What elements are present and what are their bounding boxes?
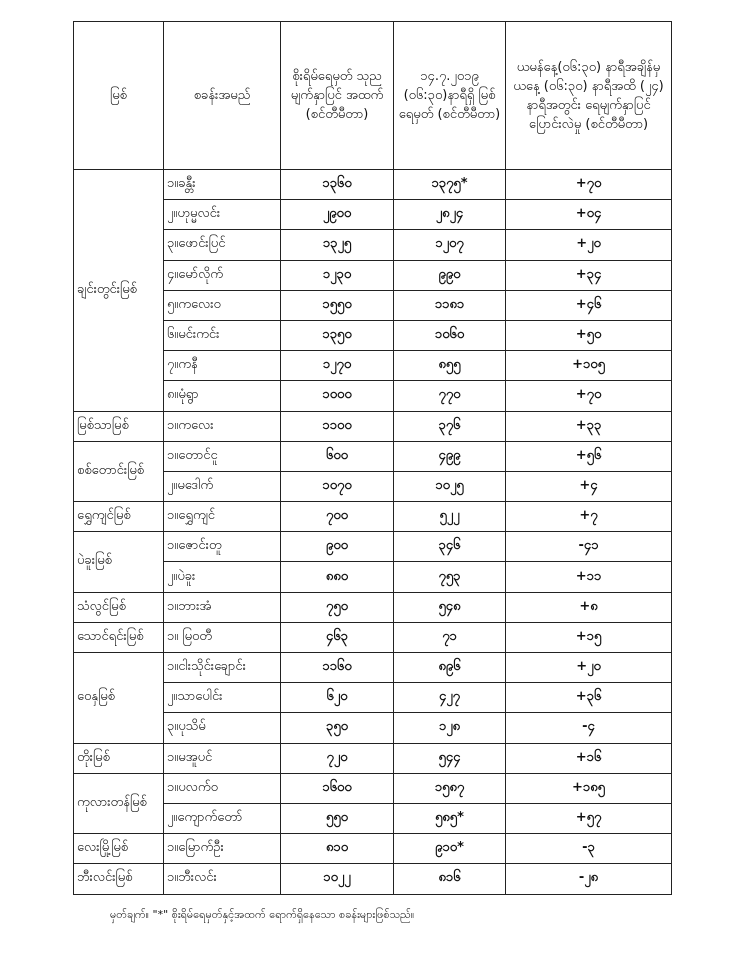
river-name-cell: ရွှေကျင်မြစ် [74,502,164,532]
table-row [74,471,672,501]
current-level-cell: ၅၂၂ [394,502,506,532]
station-name-cell: ၂။ဟုမ္မလင်း [164,200,281,230]
header-24h-change: ယမန်နေ့(၀၆:၃၀) နာရီအချိန်မှ ယနေ့ (၀၆:၃၀) နာရီအထိ (၂၄) နာရီအတွင်း ရေမျက်နှာပြင်ပြောင်းလဲမှု (စင်တီမီတာ) [506,22,672,170]
danger-level-cell: ၁၃၆၀ [281,170,394,200]
river-name-cell: ပဲခူးမြစ် [74,532,164,592]
danger-level-cell: ၁၁၀၀ [281,411,394,441]
level-change-cell: +၁၁ [506,562,672,592]
table-row [74,381,672,411]
danger-level-cell: ၆၀၀ [281,441,394,471]
level-change-cell: +၇၀ [506,170,672,200]
river-name-cell: ကုလားတန်မြစ် [74,773,164,833]
water-level-table [73,21,672,895]
danger-level-cell: ၁၁၆၀ [281,653,394,683]
station-name-cell: ၁။ကလေး [164,411,281,441]
danger-level-cell: ၇၅၀ [281,592,394,622]
river-name-cell: မြစ်သာမြစ် [74,411,164,441]
header-row [74,22,672,170]
danger-level-cell: ၁၀၀၀ [281,381,394,411]
danger-level-cell: ၁၅၅၀ [281,290,394,320]
current-level-cell: ၈၉၆ [394,653,506,683]
danger-level-cell: ၁၃၅၀ [281,320,394,350]
level-change-cell: +၈ [506,592,672,622]
current-level-cell: ၁၂၀၇ [394,230,506,260]
station-name-cell: ၁။မြောက်ဦး [164,834,281,864]
danger-level-cell: ၇၀၀ [281,502,394,532]
table-row [74,411,672,441]
current-level-cell: ၅၈၅* [394,803,506,833]
river-name-cell: လေးမြို့မြစ် [74,834,164,864]
table-row [74,653,672,683]
level-change-cell: +၀၄ [506,200,672,230]
danger-level-cell: ၁၃၂၅ [281,230,394,260]
station-name-cell: ၁။ခန္တီး [164,170,281,200]
station-name-cell: ၁။ငါးသိုင်းချောင်း [164,653,281,683]
danger-level-cell: ၁၀၂၂ [281,864,394,894]
level-change-cell: +၄၆ [506,290,672,320]
table-row [74,260,672,290]
station-name-cell: ၂။ပဲခူး [164,562,281,592]
station-name-cell: ၁။မအူပင် [164,743,281,773]
level-change-cell: +၃၆ [506,683,672,713]
current-level-cell: ၁၁၈၁ [394,290,506,320]
danger-level-cell: ၇၂၀ [281,743,394,773]
danger-level-cell: ၁၆၀၀ [281,773,394,803]
river-name-cell: တိုးမြစ် [74,743,164,773]
table-row [74,290,672,320]
table-row [74,441,672,471]
river-name-cell: ဘီးလင်းမြစ် [74,864,164,894]
level-change-cell: +၇၀ [506,381,672,411]
river-name-cell: သောင်ရင်းမြစ် [74,622,164,652]
current-level-cell: ၃၄၆ [394,532,506,562]
river-name-cell: ဝေနှမြစ် [74,653,164,744]
station-name-cell: ၁။တောင်ငူ [164,441,281,471]
current-level-cell: ၁၀၆၀ [394,320,506,350]
level-change-cell: +၁၅ [506,622,672,652]
table-row [74,713,672,743]
station-name-cell: ၁။ဇောင်းတူ [164,532,281,562]
level-change-cell: -၄၁ [506,532,672,562]
current-level-cell: ၁၀၂၅ [394,471,506,501]
current-level-cell: ၇၇၀ [394,381,506,411]
danger-level-cell: ၁၂၇၀ [281,351,394,381]
table-row [74,803,672,833]
station-name-cell: ၈။မုံရွာ [164,381,281,411]
table-row [74,502,672,532]
current-level-cell: ၄၉၉ [394,441,506,471]
river-name-cell: စစ်တောင်းမြစ် [74,441,164,501]
current-level-cell: ၉၁၀* [394,834,506,864]
station-name-cell: ၁။ရွှေကျင် [164,502,281,532]
river-name-cell: သံလွင်မြစ် [74,592,164,622]
table-body [74,170,672,895]
station-name-cell: ၁။ဘားအံ [164,592,281,622]
station-name-cell: ၄။မော်လိုက် [164,260,281,290]
danger-level-cell: ၃၅၀ [281,713,394,743]
footnote: မှတ်ချက်။ "*" စိုးရိမ်ရေမှတ်နှင့်အထက် ရောက်ရှိနေသော စခန်းများဖြစ်သည်။ [110,908,415,921]
station-name-cell: ၁။ပလက်ဝ [164,773,281,803]
table-row [74,743,672,773]
danger-level-cell: ၈၁၀ [281,834,394,864]
level-change-cell: +၁၈၅ [506,773,672,803]
current-level-cell: ၁၅၈၇ [394,773,506,803]
current-level-cell: ၇၅၃ [394,562,506,592]
current-level-cell: ၈၅၅ [394,351,506,381]
level-change-cell: +၃၄ [506,260,672,290]
table-row [74,200,672,230]
danger-level-cell: ၂၉၀၀ [281,200,394,230]
station-name-cell: ၂။ကျောက်တော် [164,803,281,833]
level-change-cell: -၄ [506,713,672,743]
current-level-cell: ၃၇၆ [394,411,506,441]
current-level-cell: ၅၄၄ [394,743,506,773]
level-change-cell: -၃ [506,834,672,864]
station-name-cell: ၃။ပုသိမ် [164,713,281,743]
table-row [74,351,672,381]
river-name-cell: ချင်းတွင်းမြစ် [74,170,164,412]
header-current-level: ၁၄.၇.၂၀၁၉ (၀၆:၃၀)နာရီရှိ မြစ်ရေမှတ် (စင်တီမီတာ) [394,22,506,170]
header-river: မြစ် [74,22,164,170]
level-change-cell: +၅၆ [506,441,672,471]
table-row [74,170,672,200]
table-row [74,562,672,592]
danger-level-cell: ၆၂၀ [281,683,394,713]
station-name-cell: ၃။ဖောင်းပြင် [164,230,281,260]
current-level-cell: ၅၄၈ [394,592,506,622]
table-row [74,683,672,713]
current-level-cell: ၉၉၀ [394,260,506,290]
level-change-cell: +၂၀ [506,653,672,683]
level-change-cell: +၅၀ [506,320,672,350]
danger-level-cell: ၈၈၀ [281,562,394,592]
level-change-cell: -၂၈ [506,864,672,894]
current-level-cell: ၂၈၂၄ [394,200,506,230]
level-change-cell: +၃၃ [506,411,672,441]
table-row [74,592,672,622]
station-name-cell: ၆။မင်းကင်း [164,320,281,350]
current-level-cell: ၇၁ [394,622,506,652]
table-row [74,230,672,260]
header-station: စခန်းအမည် [164,22,281,170]
current-level-cell: ၄၂၇ [394,683,506,713]
danger-level-cell: ၁၂၃၀ [281,260,394,290]
level-change-cell: +၂၀ [506,230,672,260]
station-name-cell: ၂။သာပေါင်း [164,683,281,713]
level-change-cell: +၁၆ [506,743,672,773]
station-name-cell: ၅။ကလေးဝ [164,290,281,320]
danger-level-cell: ၉၀၀ [281,532,394,562]
level-change-cell: +၇ [506,502,672,532]
table-row [74,773,672,803]
level-change-cell: +၁၀၅ [506,351,672,381]
station-name-cell: ၂။မဒေါက် [164,471,281,501]
danger-level-cell: ၄၆၃ [281,622,394,652]
table-row [74,532,672,562]
level-change-cell: +၄ [506,471,672,501]
table-row [74,320,672,350]
station-name-cell: ၇။ကနီ [164,351,281,381]
current-level-cell: ၁၂၈ [394,713,506,743]
station-name-cell: ၁။ မြဝတီ [164,622,281,652]
station-name-cell: ၁။ဘီးလင်း [164,864,281,894]
table-row [74,622,672,652]
danger-level-cell: ၅၅၀ [281,803,394,833]
table-row [74,864,672,894]
level-change-cell: +၅၇ [506,803,672,833]
header-danger-level: စိုးရိမ်ရေမှတ် သုည မျက်နှာပြင် အထက် (စင်တီမီတာ) [281,22,394,170]
current-level-cell: ၈၁၆ [394,864,506,894]
current-level-cell: ၁၃၇၅* [394,170,506,200]
danger-level-cell: ၁၀၇၀ [281,471,394,501]
table-row [74,834,672,864]
